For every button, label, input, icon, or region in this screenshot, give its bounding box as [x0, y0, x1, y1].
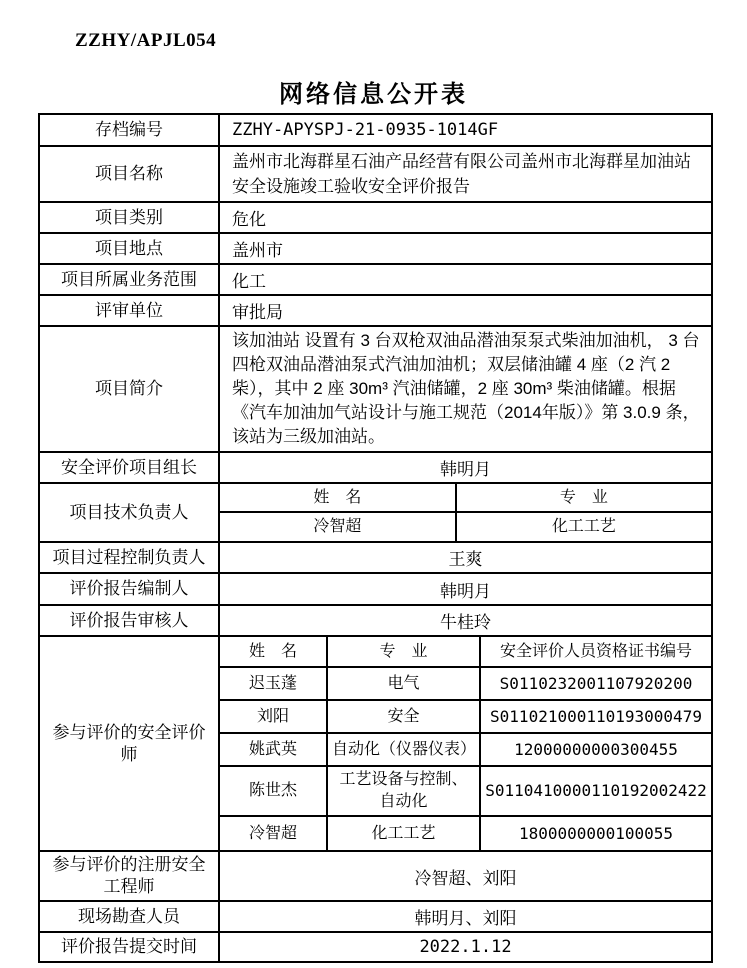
row-business-scope: [39, 264, 712, 295]
disclosure-table: [38, 113, 713, 963]
report-author-label: 评价报告编制人: [39, 573, 219, 605]
tech-lead-major: 化工工艺: [456, 512, 711, 541]
report-author-value: 韩明月: [219, 573, 712, 605]
registered-engineers-label: 参与评价的注册安全工程师: [39, 851, 219, 901]
site-survey-label: 现场勘查人员: [39, 901, 219, 932]
report-reviewer-label: 评价报告审核人: [39, 605, 219, 636]
project-category-value: 危化: [219, 202, 712, 233]
evaluator-cert: S0110410000110192002422: [480, 766, 711, 816]
business-scope-label: 项目所属业务范围: [39, 264, 219, 295]
tech-lead-major-header: 专 业: [456, 484, 711, 512]
archive-no-value: ZZHY-APYSPJ-21-0935-1014GF: [219, 114, 712, 146]
evaluator-row: [220, 667, 711, 700]
archive-no-label: 存档编号: [39, 114, 219, 146]
evaluator-name: 陈世杰: [220, 766, 327, 816]
evaluator-row: [220, 816, 711, 850]
evaluator-name: 刘阳: [220, 700, 327, 733]
row-archive-no: [39, 114, 712, 146]
registered-engineers-value: 冷智超、刘阳: [219, 851, 712, 901]
evaluator-name: 姚武英: [220, 733, 327, 766]
row-registered-engineers: [39, 851, 712, 901]
evaluator-cert: 12000000000300455: [480, 733, 711, 766]
page-title: 网络信息公开表: [279, 81, 468, 108]
report-reviewer-value: 牛桂玲: [219, 605, 712, 636]
tech-lead-label: 项目技术负责人: [39, 483, 219, 542]
evaluator-major: 安全: [327, 700, 480, 733]
project-name-value: 盖州市北海群星石油产品经营有限公司盖州市北海群星加油站安全设施竣工验收安全评价报告: [219, 146, 712, 202]
row-report-author: [39, 573, 712, 605]
evaluator-cert: S011021000110193000479: [480, 700, 711, 733]
project-location-value: 盖州市: [219, 233, 712, 264]
project-location-label: 项目地点: [39, 233, 219, 264]
site-survey-value: 韩明月、刘阳: [219, 901, 712, 932]
evaluator-row: [220, 733, 711, 766]
team-leader-label: 安全评价项目组长: [39, 452, 219, 483]
team-leader-value: 韩明月: [219, 452, 712, 483]
document-code: ZZHY/APJL054: [75, 30, 217, 51]
row-project-brief: [39, 326, 712, 452]
evaluator-major: 自动化（仪器仪表）: [327, 733, 480, 766]
evaluators-major-header: 专 业: [327, 637, 480, 667]
process-control-value: 王爽: [219, 542, 712, 573]
project-name-label: 项目名称: [39, 146, 219, 202]
evaluator-major: 化工工艺: [327, 816, 480, 850]
tech-lead-name: 冷智超: [313, 518, 362, 535]
evaluator-name: 冷智超: [248, 824, 297, 842]
evaluator-row: [220, 766, 711, 816]
row-review-unit: [39, 295, 712, 326]
tech-lead-subtable: [220, 484, 711, 541]
evaluator-major: 电气: [327, 667, 480, 700]
evaluator-cert: 1800000000100055: [480, 816, 711, 850]
evaluator-cert: S0110232001107920200: [480, 667, 711, 700]
evaluator-row: [220, 700, 711, 733]
row-tech-lead: [39, 483, 712, 542]
row-process-control: [39, 542, 712, 573]
project-brief-value: 该加油站 设置有 3 台双枪双油品潜油泵泵式柴油加油机， 3 台四枪双油品潜油泵式汽油加油机；双层储油罐 4 座（2 汽 2 柴），其中 2 座 30m³ 汽油储罐，2 座 30m³ 柴油储罐。根据《汽车加油加气站设计与施工规范（2014年版）》第 3.0.9 条，该站为三级加油站。: [219, 326, 712, 452]
project-category-label: 项目类别: [39, 202, 219, 233]
business-scope-value: 化工: [219, 264, 712, 295]
project-brief-label: 项目简介: [39, 326, 219, 452]
evaluator-major: 工艺设备与控制、自动化: [327, 766, 480, 816]
review-unit-value: 审批局: [219, 295, 712, 326]
submit-date-value: 2022.1.12: [219, 932, 712, 962]
process-control-label: 项目过程控制负责人: [39, 542, 219, 573]
row-site-survey: [39, 901, 712, 932]
row-submit-date: [39, 932, 712, 962]
row-project-name: [39, 146, 712, 202]
evaluators-cert-header: 安全评价人员资格证书编号: [480, 637, 711, 667]
evaluators-header-row: [220, 637, 711, 667]
row-project-category: [39, 202, 712, 233]
evaluators-subtable: [220, 637, 711, 850]
submit-date-label: 评价报告提交时间: [39, 932, 219, 962]
evaluator-name: 迟玉蓬: [220, 667, 327, 700]
row-project-location: [39, 233, 712, 264]
evaluators-label: 参与评价的安全评价师: [39, 636, 219, 851]
evaluators-name-header: 姓 名: [220, 637, 327, 667]
review-unit-label: 评审单位: [39, 295, 219, 326]
row-report-reviewer: [39, 605, 712, 636]
tech-lead-name-header: 姓 名: [220, 484, 456, 512]
row-evaluators: [39, 636, 712, 851]
row-team-leader: [39, 452, 712, 483]
